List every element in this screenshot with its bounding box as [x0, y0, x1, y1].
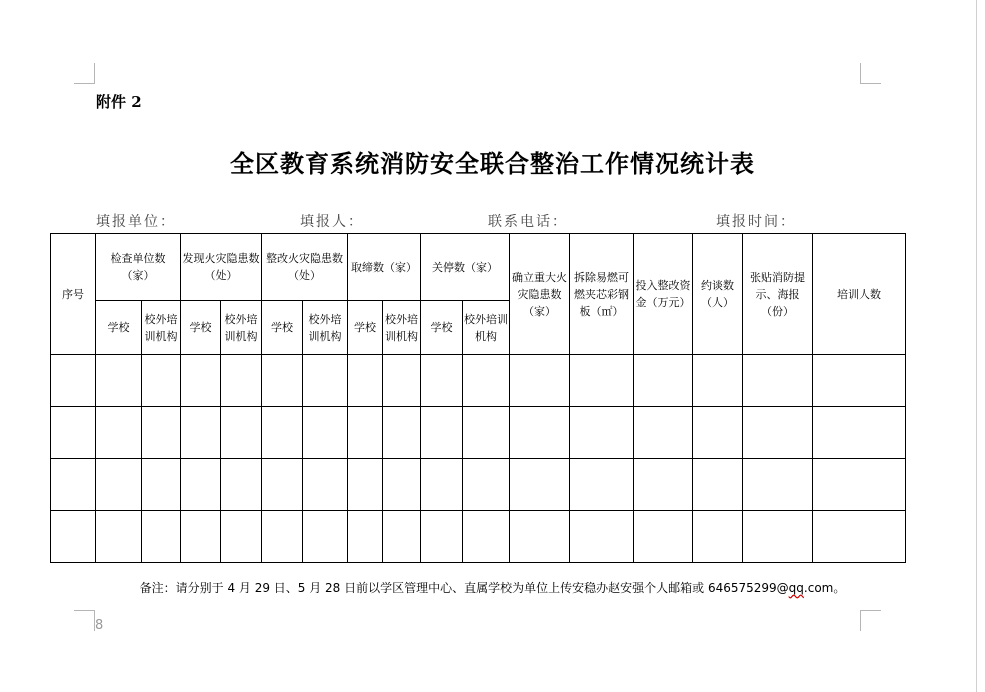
table-cell[interactable] [96, 355, 142, 407]
table-cell[interactable] [813, 355, 906, 407]
table-cell[interactable] [383, 407, 421, 459]
table-cell[interactable] [693, 355, 743, 407]
table-cell[interactable] [221, 407, 262, 459]
footnote [0, 579, 985, 596]
footnote-suffix: .com。 [803, 581, 846, 595]
table-cell[interactable] [303, 407, 348, 459]
table-cell[interactable] [634, 407, 693, 459]
table-cell[interactable] [693, 407, 743, 459]
header-row-top [51, 234, 906, 301]
table-cell[interactable] [693, 511, 743, 563]
table-cell[interactable] [348, 459, 383, 511]
table-cell[interactable] [142, 511, 181, 563]
header-group-found [181, 234, 262, 301]
table-cell[interactable] [743, 511, 813, 563]
table-row [51, 511, 906, 563]
cell-seq[interactable] [51, 459, 96, 511]
footnote-text: 备注：请分别于 4 月 29 日、5 月 28 日前以学区管理中心、直属学校为单位上传安稳办赵安强个人邮箱或 646575299@ [139, 581, 789, 595]
table-cell[interactable] [813, 511, 906, 563]
page-number: 8 [95, 618, 104, 633]
cell-seq[interactable] [51, 355, 96, 407]
table-cell[interactable] [348, 511, 383, 563]
table-cell[interactable] [142, 407, 181, 459]
header-col-label: 拆除易燃可燃夹芯彩钢板（㎡） [574, 270, 629, 318]
table-cell[interactable] [634, 459, 693, 511]
header-interviews [693, 234, 743, 355]
table-cell[interactable] [96, 459, 142, 511]
sub-header-institution: 校外培训机构 [142, 301, 181, 355]
header-funds [634, 234, 693, 355]
header-seq [51, 234, 96, 355]
table-cell[interactable] [743, 459, 813, 511]
table-cell[interactable] [142, 355, 181, 407]
table-cell[interactable] [510, 355, 570, 407]
header-steel-panels [570, 234, 634, 355]
table-cell[interactable] [693, 459, 743, 511]
header-group-rectified [262, 234, 348, 301]
sub-header-institution: 校外培训机构 [221, 301, 262, 355]
header-col-label: 确立重大火灾隐患数（家） [512, 270, 567, 318]
table-cell[interactable] [383, 511, 421, 563]
crop-mark-top-left [74, 63, 95, 84]
header-group-label: 发现火灾隐患数（处） [182, 252, 260, 282]
header-trainees [813, 234, 906, 355]
table-cell[interactable] [383, 459, 421, 511]
table-cell[interactable] [421, 355, 463, 407]
header-seq-label: 序号 [62, 287, 84, 301]
table-cell[interactable] [96, 407, 142, 459]
footnote-email-domain: qq [788, 581, 804, 595]
table-cell[interactable] [181, 355, 221, 407]
table-cell[interactable] [570, 355, 634, 407]
table-cell[interactable] [181, 407, 221, 459]
table-cell[interactable] [510, 511, 570, 563]
table-cell[interactable] [181, 511, 221, 563]
table-body [51, 355, 906, 563]
sub-header-school: 学校 [348, 301, 383, 355]
field-unit: 填报单位： [96, 214, 176, 230]
table-row [51, 355, 906, 407]
crop-mark-bottom-right [860, 610, 881, 631]
table-cell[interactable] [813, 407, 906, 459]
table-cell[interactable] [570, 407, 634, 459]
table-cell[interactable] [262, 407, 303, 459]
header-group-label: 整改火灾隐患数（处） [266, 252, 343, 282]
table-cell[interactable] [303, 459, 348, 511]
header-group-label: 取缔数（家） [351, 260, 417, 274]
sub-header-institution: 校外培训机构 [463, 301, 510, 355]
statistics-table [50, 233, 906, 563]
table-cell[interactable] [303, 355, 348, 407]
sub-header-school: 学校 [262, 301, 303, 355]
table-cell[interactable] [303, 511, 348, 563]
table-cell[interactable] [463, 459, 510, 511]
table-cell[interactable] [421, 459, 463, 511]
sub-header-school: 学校 [96, 301, 142, 355]
sub-header-school: 学校 [421, 301, 463, 355]
attachment-label: 附件 2 [96, 93, 142, 111]
table-cell[interactable] [463, 407, 510, 459]
header-group-closed [421, 234, 510, 301]
table-cell[interactable] [348, 407, 383, 459]
table-cell[interactable] [510, 459, 570, 511]
table-cell[interactable] [813, 459, 906, 511]
table-cell[interactable] [96, 511, 142, 563]
crop-mark-bottom-left [74, 610, 95, 631]
table-cell[interactable] [463, 355, 510, 407]
table-cell[interactable] [634, 511, 693, 563]
table-cell[interactable] [142, 459, 181, 511]
table-cell[interactable] [262, 355, 303, 407]
table-cell[interactable] [383, 355, 421, 407]
header-posters [743, 234, 813, 355]
cell-seq[interactable] [51, 511, 96, 563]
cell-seq[interactable] [51, 407, 96, 459]
field-time: 填报时间： [716, 214, 796, 230]
header-major-hazards [510, 234, 570, 355]
table-row [51, 407, 906, 459]
table-cell[interactable] [421, 511, 463, 563]
table-cell[interactable] [421, 407, 463, 459]
header-col-label: 培训人数 [837, 287, 881, 301]
document-title: 全区教育系统消防安全联合整治工作情况统计表 [230, 149, 755, 178]
field-phone: 联系电话： [488, 214, 568, 230]
field-filler: 填报人： [300, 214, 364, 230]
header-group-label: 关停数（家） [432, 260, 498, 274]
table-cell[interactable] [181, 459, 221, 511]
table-row [51, 459, 906, 511]
table-cell[interactable] [634, 355, 693, 407]
sub-header-school: 学校 [181, 301, 221, 355]
crop-mark-top-right [860, 63, 881, 84]
header-group-label: 检查单位数（家） [110, 252, 166, 282]
header-group-banned [348, 234, 421, 301]
table-cell[interactable] [262, 511, 303, 563]
table-cell[interactable] [221, 511, 262, 563]
sub-header-institution: 校外培训机构 [303, 301, 348, 355]
header-col-label: 约谈数（人） [701, 279, 734, 309]
table-cell[interactable] [348, 355, 383, 407]
table-cell[interactable] [743, 355, 813, 407]
sub-header-institution: 校外培训机构 [383, 301, 421, 355]
header-col-label: 投入整改资金（万元） [635, 279, 691, 309]
table-cell[interactable] [510, 407, 570, 459]
header-group-inspected [96, 234, 181, 301]
header-col-label: 张贴消防提示、海报（份） [750, 270, 805, 318]
table-cell[interactable] [570, 511, 634, 563]
table-cell[interactable] [262, 459, 303, 511]
table-cell[interactable] [221, 355, 262, 407]
table-cell[interactable] [463, 511, 510, 563]
table-cell[interactable] [221, 459, 262, 511]
table-cell[interactable] [743, 407, 813, 459]
table-cell[interactable] [570, 459, 634, 511]
